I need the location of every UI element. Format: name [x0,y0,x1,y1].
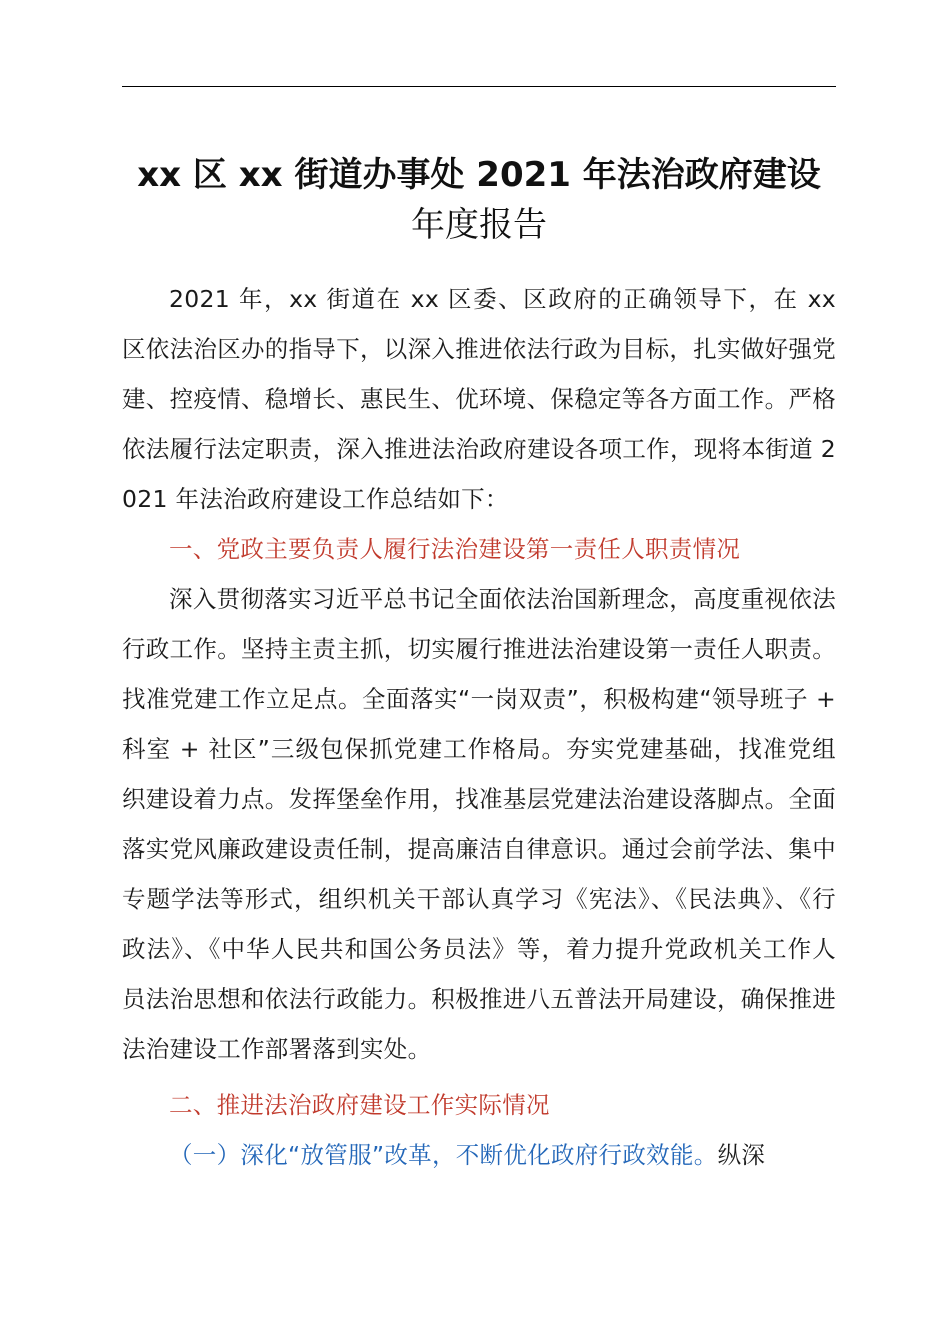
title-line-2: 年度报告 [411,205,547,245]
document-title [122,150,836,250]
section-2-heading: 二、推进法治政府建设工作实际情况 [169,1091,550,1119]
subsection-1-body-start: 纵深 [717,1141,766,1169]
intro-paragraph: 2021 年，xx 街道在 xx 区委、区政府的正确领导下，在 xx 区依法治区办的指导下，以深入推进依法行政为目标，扎实做好强党建、控疫情、稳增长、惠民生、优环境、保稳定等各方面工作。严格依法履行法定职责，深入推进法治政府建设各项工作，现将本街道 2021 年法治政府建设工作总结如下： [122,285,836,513]
subsection-1-heading: （一）深化“放管服”改革，不断优化政府行政效能。 [169,1141,718,1169]
title-line-1: xx 区 xx 街道办事处 2021 年法治政府建设 [137,155,821,195]
header-rule [122,86,836,87]
subsection-1-line [122,1130,836,1180]
document-body [122,274,836,1180]
section-1-paragraph: 深入贯彻落实习近平总书记全面依法治国新理念，高度重视依法行政工作。坚持主责主抓，切实履行推进法治建设第一责任人职责。找准党建工作立足点。全面落实“一岗双责”，积极构建“领导班子 + 科室 + 社区”三级包保抓党建工作格局。夯实党建基础，找准党组织建设着力点。发挥堡垒作用，找准基层党建法治建设落脚点。全面落实党风廉政建设责任制，提高廉洁自律意识。通过会前学法、集中专题学法等形式，组织机关干部认真学习《宪法》、《民法典》、《行政法》、《中华人民共和国公务员法》等，着力提升党政机关工作人员法治思想和依法行政能力。积极推进八五普法开局建设，确保推进法治建设工作部署落到实处。 [122,585,836,1063]
section-1-heading: 一、党政主要负责人履行法治建设第一责任人职责情况 [169,535,741,563]
